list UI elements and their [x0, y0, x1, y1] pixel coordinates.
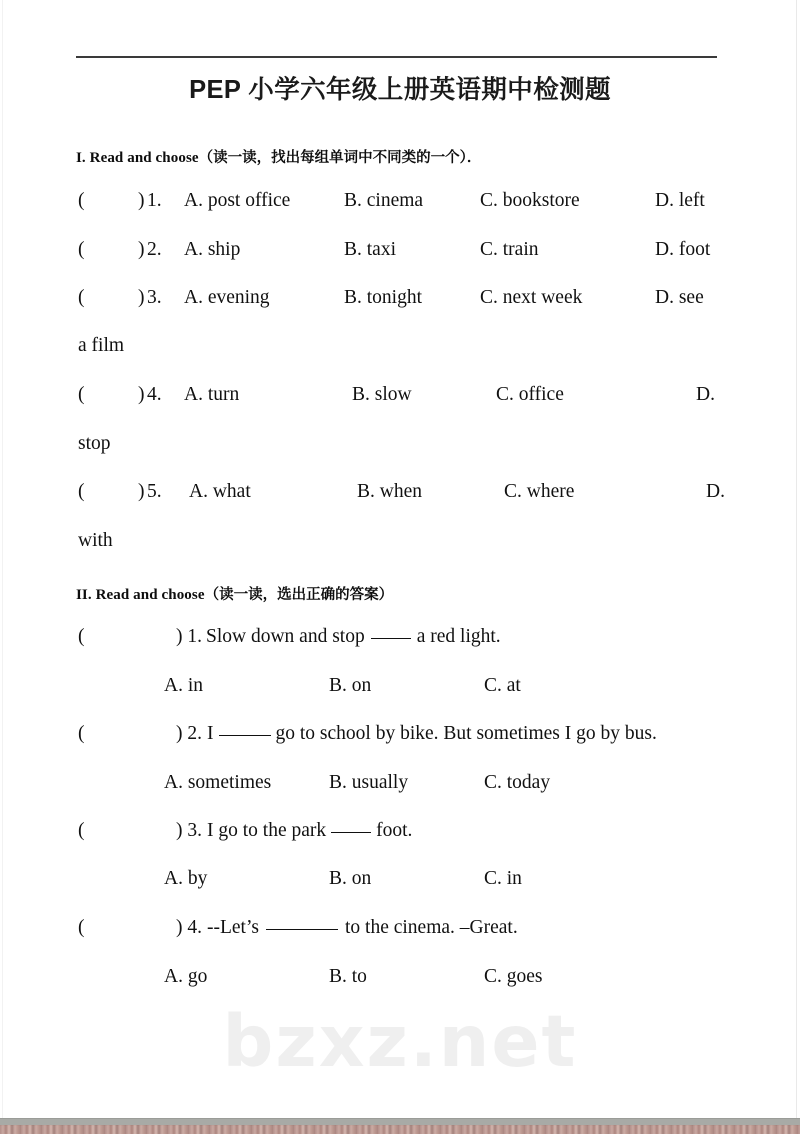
option-a[interactable]: A. ship: [184, 239, 241, 260]
page-edge-right: [796, 0, 797, 1118]
page-edge-left: [2, 0, 3, 1118]
option-b[interactable]: B. cinema: [344, 190, 424, 211]
question-row: [76, 622, 756, 652]
option-a[interactable]: A. sometimes: [164, 772, 272, 793]
question-row: [76, 913, 756, 943]
question-number: 2.: [147, 239, 162, 260]
site-watermark: bzxz.net: [222, 1000, 578, 1083]
answer-bracket-close: ): [138, 481, 145, 502]
section-1-heading: [76, 146, 481, 167]
section-1-heading-cn: （读一读，找出每组单词中不同类的一个）．: [198, 150, 482, 166]
section-2-heading-cn: （读一读，选出正确的答案）: [204, 587, 394, 603]
answer-bracket-close: ): [138, 239, 145, 260]
question-row: [76, 719, 756, 749]
answer-bracket-open: (: [78, 626, 85, 647]
bottom-texture-strip: [0, 1125, 800, 1134]
option-a[interactable]: A. by: [164, 868, 208, 889]
option-c[interactable]: C. at: [484, 675, 521, 696]
option-b[interactable]: B. on: [329, 868, 372, 889]
option-b[interactable]: B. when: [357, 481, 422, 502]
option-a[interactable]: A. in: [164, 675, 203, 696]
option-b[interactable]: B. tonight: [344, 287, 423, 308]
page-title: PEP 小学六年级上册英语期中检测题: [189, 76, 611, 104]
answer-bracket-close: ): [138, 384, 145, 405]
question-stem: [176, 816, 412, 846]
option-a[interactable]: A. what: [189, 481, 251, 502]
question-number: ) 3.: [176, 820, 202, 841]
question-wrap-line: with: [78, 530, 113, 551]
answer-bracket-open: (: [78, 239, 85, 260]
option-a[interactable]: A. evening: [184, 287, 270, 308]
stem-after: to the cinema. –Great.: [344, 917, 518, 938]
stem-before: I go to the park: [207, 820, 327, 841]
option-row: [76, 768, 756, 798]
answer-bracket-close: ): [138, 190, 145, 211]
option-c[interactable]: C. in: [484, 868, 522, 889]
question-row: [76, 235, 736, 265]
option-d[interactable]: D.: [696, 384, 715, 405]
option-d[interactable]: D.: [706, 481, 725, 502]
answer-blank[interactable]: [266, 929, 338, 930]
option-c[interactable]: C. today: [484, 772, 551, 793]
option-c[interactable]: C. office: [496, 384, 564, 405]
stem-after: a red light.: [416, 626, 501, 647]
answer-bracket-open: (: [78, 917, 85, 938]
section-2-heading-en: II. Read and choose: [76, 587, 205, 603]
option-b[interactable]: B. to: [329, 966, 367, 987]
question-row: [76, 283, 736, 313]
option-c[interactable]: C. where: [504, 481, 575, 502]
answer-bracket-open: (: [78, 820, 85, 841]
answer-blank[interactable]: [219, 735, 271, 736]
option-c[interactable]: C. bookstore: [480, 190, 580, 211]
option-a[interactable]: A. go: [164, 966, 208, 987]
question-row: [76, 380, 736, 410]
option-d[interactable]: D. see: [655, 287, 704, 308]
question-number: ) 2.: [176, 723, 202, 744]
question-row: [76, 186, 736, 216]
section-1-heading-en: I. Read and choose: [76, 150, 199, 166]
question-wrap-line: stop: [78, 433, 111, 454]
stem-before: Slow down and stop: [206, 626, 365, 647]
question-number: 3.: [147, 287, 162, 308]
question-number: ) 4.: [176, 917, 202, 938]
answer-blank[interactable]: [331, 832, 371, 833]
answer-blank[interactable]: [371, 638, 411, 639]
option-row: [76, 864, 756, 894]
section-2-heading: [76, 583, 393, 604]
stem-before: --Let’s: [207, 917, 259, 938]
option-b[interactable]: B. on: [329, 675, 372, 696]
question-wrap-line: a film: [78, 335, 125, 356]
question-number: 5.: [147, 481, 162, 502]
question-stem: [176, 719, 657, 749]
option-b[interactable]: B. slow: [352, 384, 412, 405]
answer-bracket-open: (: [78, 723, 85, 744]
answer-bracket-open: (: [78, 384, 85, 405]
option-d[interactable]: D. left: [655, 190, 705, 211]
question-number: 4.: [147, 384, 162, 405]
answer-bracket-open: (: [78, 190, 85, 211]
answer-bracket-open: (: [78, 481, 85, 502]
question-row: [76, 477, 736, 507]
stem-after: go to school by bike. But sometimes I go by bus.: [275, 723, 657, 744]
stem-after: foot.: [376, 820, 413, 841]
question-row: [76, 816, 756, 846]
option-c[interactable]: C. next week: [480, 287, 583, 308]
option-row: [76, 671, 756, 701]
option-c[interactable]: C. goes: [484, 966, 543, 987]
answer-bracket-open: (: [78, 287, 85, 308]
question-stem: [176, 913, 518, 943]
option-b[interactable]: B. taxi: [344, 239, 396, 260]
stem-before: I: [207, 723, 214, 744]
option-b[interactable]: B. usually: [329, 772, 409, 793]
answer-bracket-close: ): [138, 287, 145, 308]
option-a[interactable]: A. post office: [184, 190, 291, 211]
option-row: [76, 962, 756, 992]
option-d[interactable]: D. foot: [655, 239, 711, 260]
option-a[interactable]: A. turn: [184, 384, 240, 405]
question-number: ) 1.: [176, 626, 202, 647]
question-stem: [176, 622, 501, 652]
option-c[interactable]: C. train: [480, 239, 539, 260]
header-rule: [76, 56, 717, 58]
question-number: 1.: [147, 190, 162, 211]
